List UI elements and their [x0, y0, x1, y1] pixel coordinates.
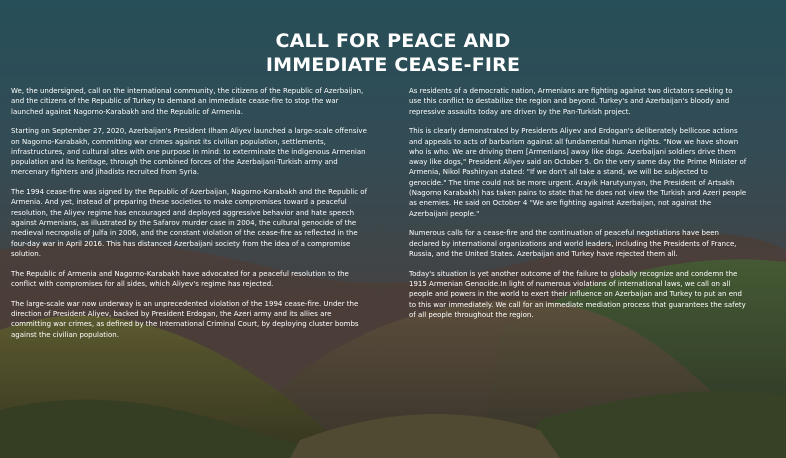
paragraph: The 1994 cease-fire was signed by the Republic of Azerbaijan, Nagorno-Karabakh and the Republic of Armenia. And yet, instead of preparing these societies to make compromises toward a peaceful resolution, the Aliyev regime has encouraged and deployed aggressive behavior and hate speech against Armenians, as illustrated by the Safarov murder case in 2004, the cultural genocide of the medieval necropolis of Julfa in 2006, and the constant violation of the cease-fire as reflected in the four-day war in April 2016. This has distanced Azerbaijani society from the idea of a compromise solution. [11, 188, 368, 258]
paragraph: Numerous calls for a cease-fire and the continuation of peaceful negotiations have been declared by international organizations and world leaders, including the Presidents of France, Russia, and the United States. Azerbaijan and Turkey have rejected them all. [409, 229, 737, 258]
paragraph: As residents of a democratic nation, Armenians are fighting against two dictators seeking to use this conflict to destabilize the region and beyond. Turkey's and Azerbaijan's bloody and repressive assaults today are driven by the Pan-Turkish project. [409, 87, 733, 116]
page-title [0, 29, 786, 77]
right-text-column [409, 86, 747, 330]
paragraph: Today's situation is yet another outcome of the failure to globally recognize and condemn the 1915 Armenian Genocide.In light of numerous violations of international laws, we call on all people and powers in the world to exert their influence on Azerbaijan and Turkey to put an end to this war immediately. We call for an immediate mediation process that guarantees the safety of all people throughout the region. [409, 269, 746, 319]
left-text-column [11, 86, 368, 349]
paragraph: The Republic of Armenia and Nagorno-Karabakh have advocated for a peaceful resolution to the conflict with compromises for all sides, which Aliyev's regime has rejected. [11, 269, 349, 288]
title-line-1: CALL FOR PEACE AND [275, 29, 511, 52]
paragraph: The large-scale war now underway is an unprecedented violation of the 1994 cease-fire. Under the direction of President Aliyev, backed by President Erdogan, the Azeri army and its allies are committing war crimes, as defined by the International Criminal Court, by deploying cluster bombs against the civilian population. [11, 299, 359, 339]
paragraph: This is clearly demonstrated by Presidents Aliyev and Erdogan's deliberately bellicose actions and appeals to acts of barbarism against all fundamental human rights. "Now we have shown who is who. We are driving them [Armenians] away like dogs. Azerbaijani soldiers drive them away like dogs," President Aliyev said on October 5. On the very same day the Prime Minister of Armenia, Nikol Pashinyan stated: "If we don't all take a stand, we will be subjected to genocide." The time could not be more urgent. Arayik Harutyunyan, the President of Artsakh (Nagorno Karabakh) has taken pains to state that he does not view the Turkish and Azeri people as enemies. He said on October 4 "We are fighting against Azerbaijan, not against the Azerbaijani people." [409, 127, 747, 218]
paragraph: We, the undersigned, call on the international community, the citizens of the Republic of Azerbaijan, and the citizens of the Republic of Turkey to demand an immediate cease-fire to stop the war launched against Nagorno-Karabakh and the Republic of Armenia. [11, 87, 364, 116]
paragraph: Starting on September 27, 2020, Azerbaijan's President Ilham Aliyev launched a large-scale offensive on Nagorno-Karabakh, committing war crimes against its civilian population, settlements, infrastructures, and cultural sites with one purpose in mind: to exterminate the indigenous Armenian population and its heritage, through the combined forces of the Azerbaijani-Turkish army and mercenary fighters and jihadists recruited from Syria. [11, 127, 367, 177]
title-line-2: IMMEDIATE CEASE-FIRE [265, 53, 521, 76]
